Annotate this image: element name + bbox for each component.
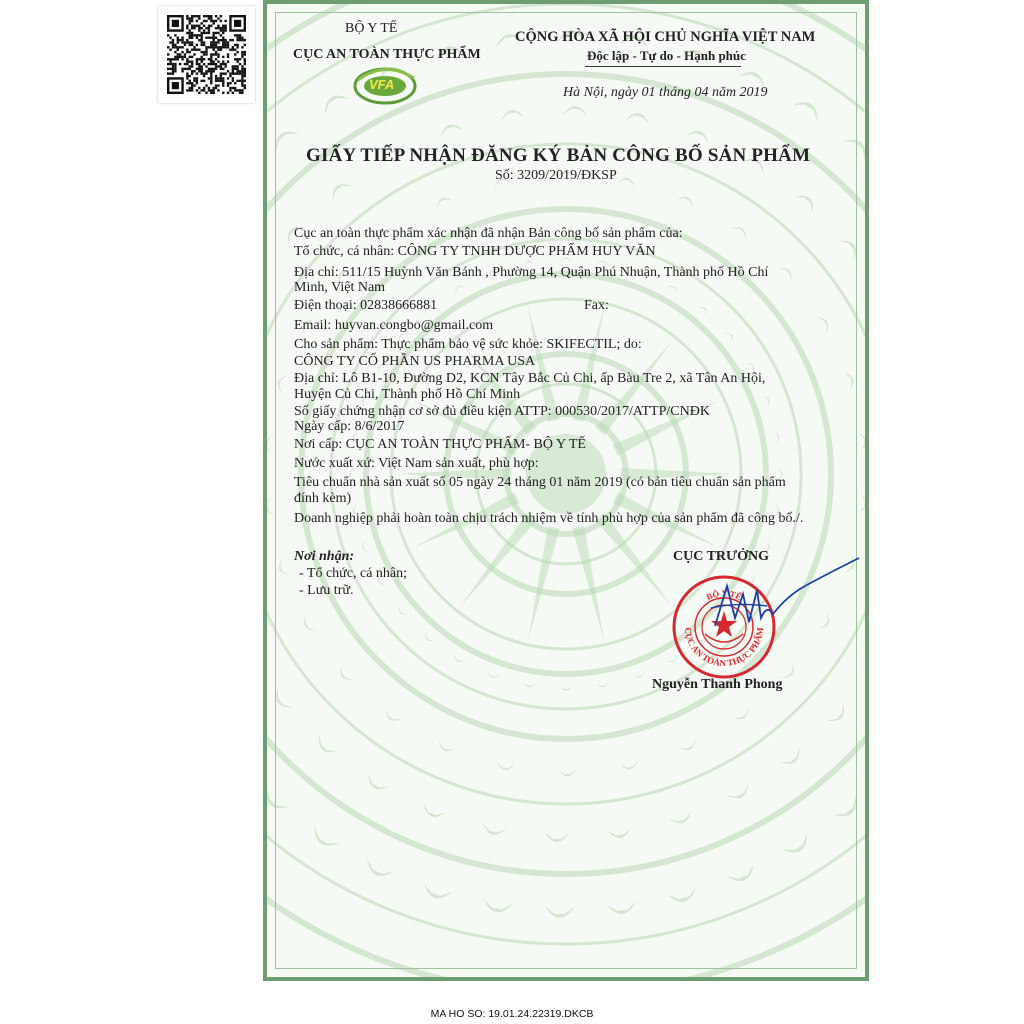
svg-text:BỘ Y TẾ: BỘ Y TẾ	[704, 587, 744, 603]
national-motto: Độc lập - Tự do - Hạnh phúc	[587, 48, 746, 63]
recipient-archive: - Lưu trữ.	[299, 583, 354, 598]
qr-code	[158, 6, 255, 103]
svg-text:CỤC AN TOÀN THỰC PHẨM: CỤC AN TOÀN THỰC PHẨM	[682, 626, 766, 669]
ministry-name: BỘ Y TẾ	[345, 21, 398, 36]
recipients-heading: Nơi nhận:	[294, 549, 355, 564]
body-line-manufacturer: CÔNG TY CỔ PHẦN US PHARMA USA	[294, 354, 536, 369]
body-line-phone: Điện thoại: 02838666881	[294, 298, 438, 313]
body-line-certificate: Số giấy chứng nhận cơ sở đủ điều kiện ATTP: 000530/2017/ATTP/CNĐK	[294, 404, 710, 419]
motto-underline	[585, 66, 741, 67]
body-line-standard-1: Tiêu chuẩn nhà sản xuất số 05 ngày 24 tháng 01 năm 2019 (có bản tiêu chuẩn sản phẩm	[294, 475, 786, 490]
certificate-document	[263, 0, 869, 981]
signer-name: Nguyễn Thanh Phong	[652, 677, 783, 692]
issue-date: Hà Nội, ngày 01 tháng 04 năm 2019	[563, 85, 768, 100]
republic-name: CỘNG HÒA XÃ HỘI CHỦ NGHĨA VIỆT NAM	[515, 29, 816, 45]
vfa-logo-text: VFA	[369, 77, 395, 92]
vfa-logo	[352, 62, 418, 111]
body-line-mfr-address-2: Huyện Củ Chi, Thành phố Hồ Chí Minh	[294, 387, 521, 402]
body-line-responsibility: Doanh nghiệp phải hoàn toàn chịu trách nhiệm về tính phù hợp của sản phẩm đã công bố./.	[294, 511, 804, 526]
body-line-mfr-address-1: Địa chỉ: Lô B1-10, Đường D2, KCN Tây Bắc Củ Chi, ấp Bàu Tre 2, xã Tân An Hội,	[294, 371, 766, 386]
body-line-product: Cho sản phẩm: Thực phẩm bảo vệ sức khỏe: SKIFECTIL; do:	[294, 337, 642, 352]
body-line-address-1: Địa chỉ: 511/15 Huỳnh Văn Bánh , Phường 14, Quận Phú Nhuận, Thành phố Hồ Chí	[294, 265, 769, 280]
body-line-fax: Fax:	[584, 298, 609, 313]
body-line-1: Cục an toàn thực phẩm xác nhận đã nhận Bản công bố sản phẩm của:	[294, 226, 683, 241]
recipient-organization: - Tổ chức, cá nhân;	[299, 566, 408, 581]
signer-position: CỤC TRƯỞNG	[673, 549, 770, 564]
document-title: GIẤY TIẾP NHẬN ĐĂNG KÝ BẢN CÔNG BỐ SẢN PHẨM	[306, 145, 811, 166]
file-code-footer: MA HO SO: 19.01.24.22319.DKCB	[430, 1008, 594, 1020]
body-line-standard-2: đính kèm)	[294, 491, 352, 506]
handwritten-signature	[697, 556, 863, 657]
body-line-issuer: Nơi cấp: CỤC AN TOÀN THỰC PHẨM- BỘ Y TẾ	[294, 437, 586, 452]
body-line-address-2: Minh, Việt Nam	[294, 280, 386, 295]
body-line-origin: Nước xuất xứ: Việt Nam sản xuất, phù hợp:	[294, 456, 539, 471]
agency-name: CỤC AN TOÀN THỰC PHẨM	[293, 47, 481, 62]
document-number: Số: 3209/2019/ĐKSP	[495, 168, 617, 183]
body-line-issue-date: Ngày cấp: 8/6/2017	[294, 419, 405, 434]
body-line-organization: Tổ chức, cá nhân: CÔNG TY TNHH DƯỢC PHẨM HUY VĂN	[294, 244, 656, 259]
body-line-email: Email: huyvan.congbo@gmail.com	[294, 318, 494, 333]
